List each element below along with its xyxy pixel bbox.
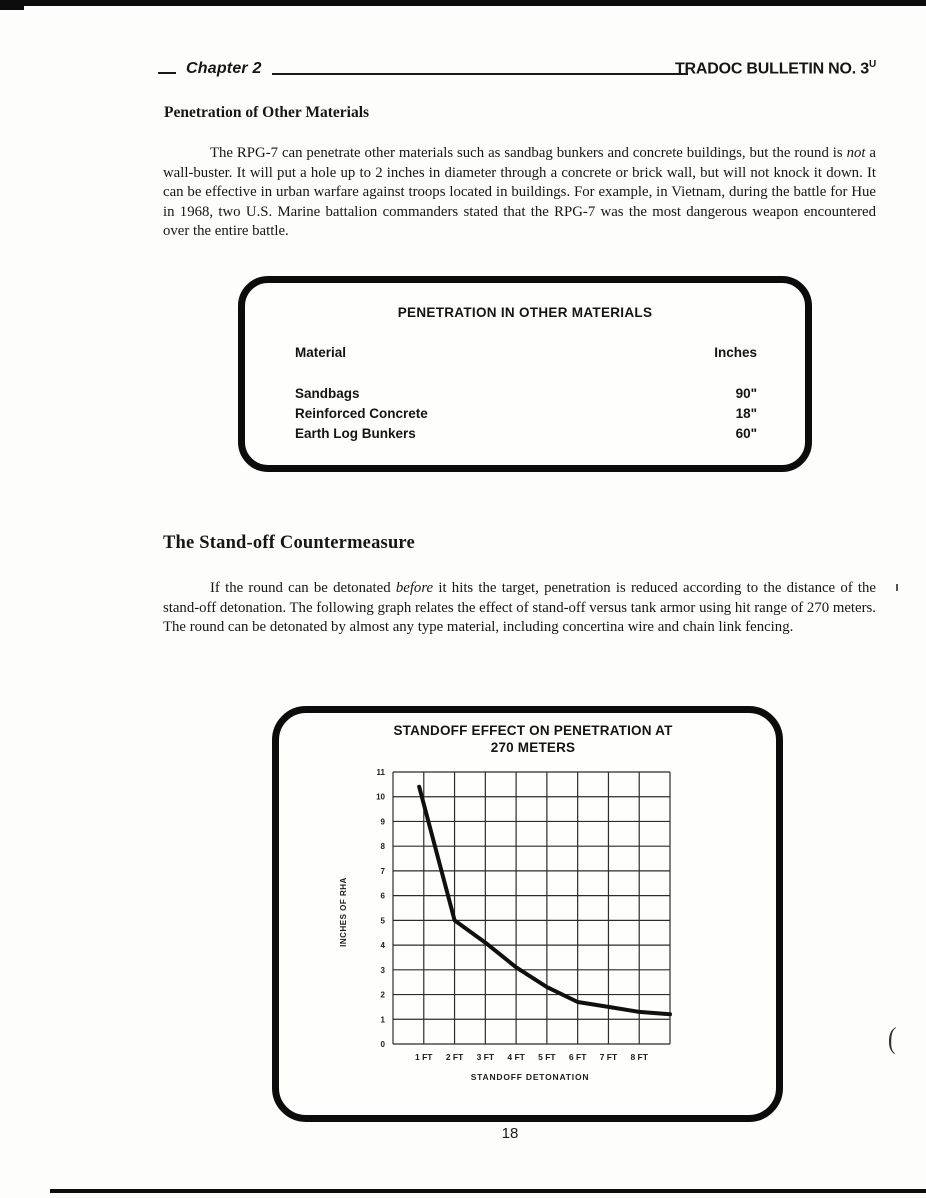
table-row-material: Earth Log Bunkers bbox=[295, 426, 416, 441]
svg-text:2: 2 bbox=[380, 990, 385, 1000]
chart-y-axis-label: INCHES OF RHA bbox=[339, 877, 348, 947]
table-row-value: 60" bbox=[735, 426, 757, 441]
svg-text:6 FT: 6 FT bbox=[568, 1052, 587, 1062]
svg-text:5: 5 bbox=[380, 916, 385, 926]
penetration-paragraph-italic: not bbox=[846, 145, 866, 161]
table-column-header-inches: Inches bbox=[714, 345, 757, 360]
standoff-chart-svg bbox=[348, 762, 688, 1070]
standoff-chart-title bbox=[303, 722, 763, 756]
penetration-table-title: PENETRATION IN OTHER MATERIALS bbox=[397, 305, 653, 320]
svg-text:7: 7 bbox=[380, 866, 385, 876]
svg-text:0: 0 bbox=[380, 1040, 385, 1049]
penetration-table-box bbox=[238, 276, 812, 472]
bulletin-title bbox=[560, 59, 876, 78]
table-row-value: 18" bbox=[735, 406, 757, 421]
page-number: 18 bbox=[501, 1125, 519, 1142]
standoff-paragraph-post: it hits the target, penetration is reduced according to the distance of the stand-off detonation. The following graph relates the effect of stand-off versus tank armor using hit range of 270 meters. The round can be detonated by almost any type material, including concertina wire and chain link fencing. bbox=[163, 580, 876, 636]
svg-text:9: 9 bbox=[380, 817, 385, 827]
standoff-paragraph-pre: If the round can be detonated bbox=[210, 580, 396, 596]
penetration-paragraph bbox=[163, 144, 876, 242]
svg-text:1 FT: 1 FT bbox=[415, 1052, 433, 1062]
scan-top-border bbox=[0, 0, 926, 6]
chart-x-axis-label: STANDOFF DETONATION bbox=[470, 1072, 590, 1082]
table-row-material: Reinforced Concrete bbox=[295, 406, 428, 421]
chart-title-line2: 270 METERS bbox=[490, 740, 576, 755]
chart-title-line1: STANDOFF EFFECT ON PENETRATION AT bbox=[393, 723, 673, 738]
svg-text:1: 1 bbox=[380, 1015, 385, 1025]
scan-speck bbox=[896, 584, 898, 591]
table-row-material: Sandbags bbox=[295, 386, 360, 401]
svg-text:3 FT: 3 FT bbox=[476, 1052, 495, 1062]
svg-text:4: 4 bbox=[380, 941, 385, 951]
scan-paren-artifact: ( bbox=[887, 1022, 897, 1056]
svg-text:8: 8 bbox=[380, 842, 385, 852]
svg-text:5 FT: 5 FT bbox=[538, 1052, 556, 1062]
scan-bottom-border bbox=[50, 1189, 926, 1193]
standoff-paragraph bbox=[163, 579, 876, 638]
header-leading-dash bbox=[158, 72, 176, 74]
svg-text:11: 11 bbox=[376, 768, 385, 777]
svg-text:7 FT: 7 FT bbox=[599, 1052, 618, 1062]
penetration-paragraph-pre: The RPG-7 can penetrate other materials such as sandbag bunkers and concrete buildings, but the round is bbox=[210, 145, 847, 161]
scan-top-border-chunk bbox=[0, 0, 24, 10]
standoff-heading: The Stand-off Countermeasure bbox=[163, 533, 415, 553]
bulletin-title-superscript: U bbox=[868, 59, 876, 70]
svg-text:8 FT: 8 FT bbox=[630, 1052, 648, 1062]
svg-text:4 FT: 4 FT bbox=[507, 1052, 525, 1062]
svg-text:6: 6 bbox=[380, 891, 385, 901]
svg-text:3: 3 bbox=[380, 965, 385, 975]
penetration-paragraph-post: a wall-buster. It will put a hole up to 2 inches in diameter through a concrete or brick wall, but will not knock it down. It can be effective in urban warfare against troops located in buildings. For example, in Vietnam, during the battle for Hue in 1968, two U.S. Marine battalion commanders stated that the RPG-7 was the most dangerous weapon encountered over the entire battle. bbox=[163, 145, 876, 240]
svg-text:10: 10 bbox=[376, 792, 385, 802]
svg-text:2 FT: 2 FT bbox=[445, 1052, 464, 1062]
penetration-heading: Penetration of Other Materials bbox=[164, 104, 370, 121]
table-column-header-material: Material bbox=[295, 345, 347, 360]
bulletin-title-text: TRADOC BULLETIN NO. 3 bbox=[674, 60, 869, 78]
table-row-value: 90" bbox=[735, 386, 757, 401]
standoff-paragraph-italic: before bbox=[395, 580, 434, 596]
chapter-label: Chapter 2 bbox=[186, 60, 262, 77]
